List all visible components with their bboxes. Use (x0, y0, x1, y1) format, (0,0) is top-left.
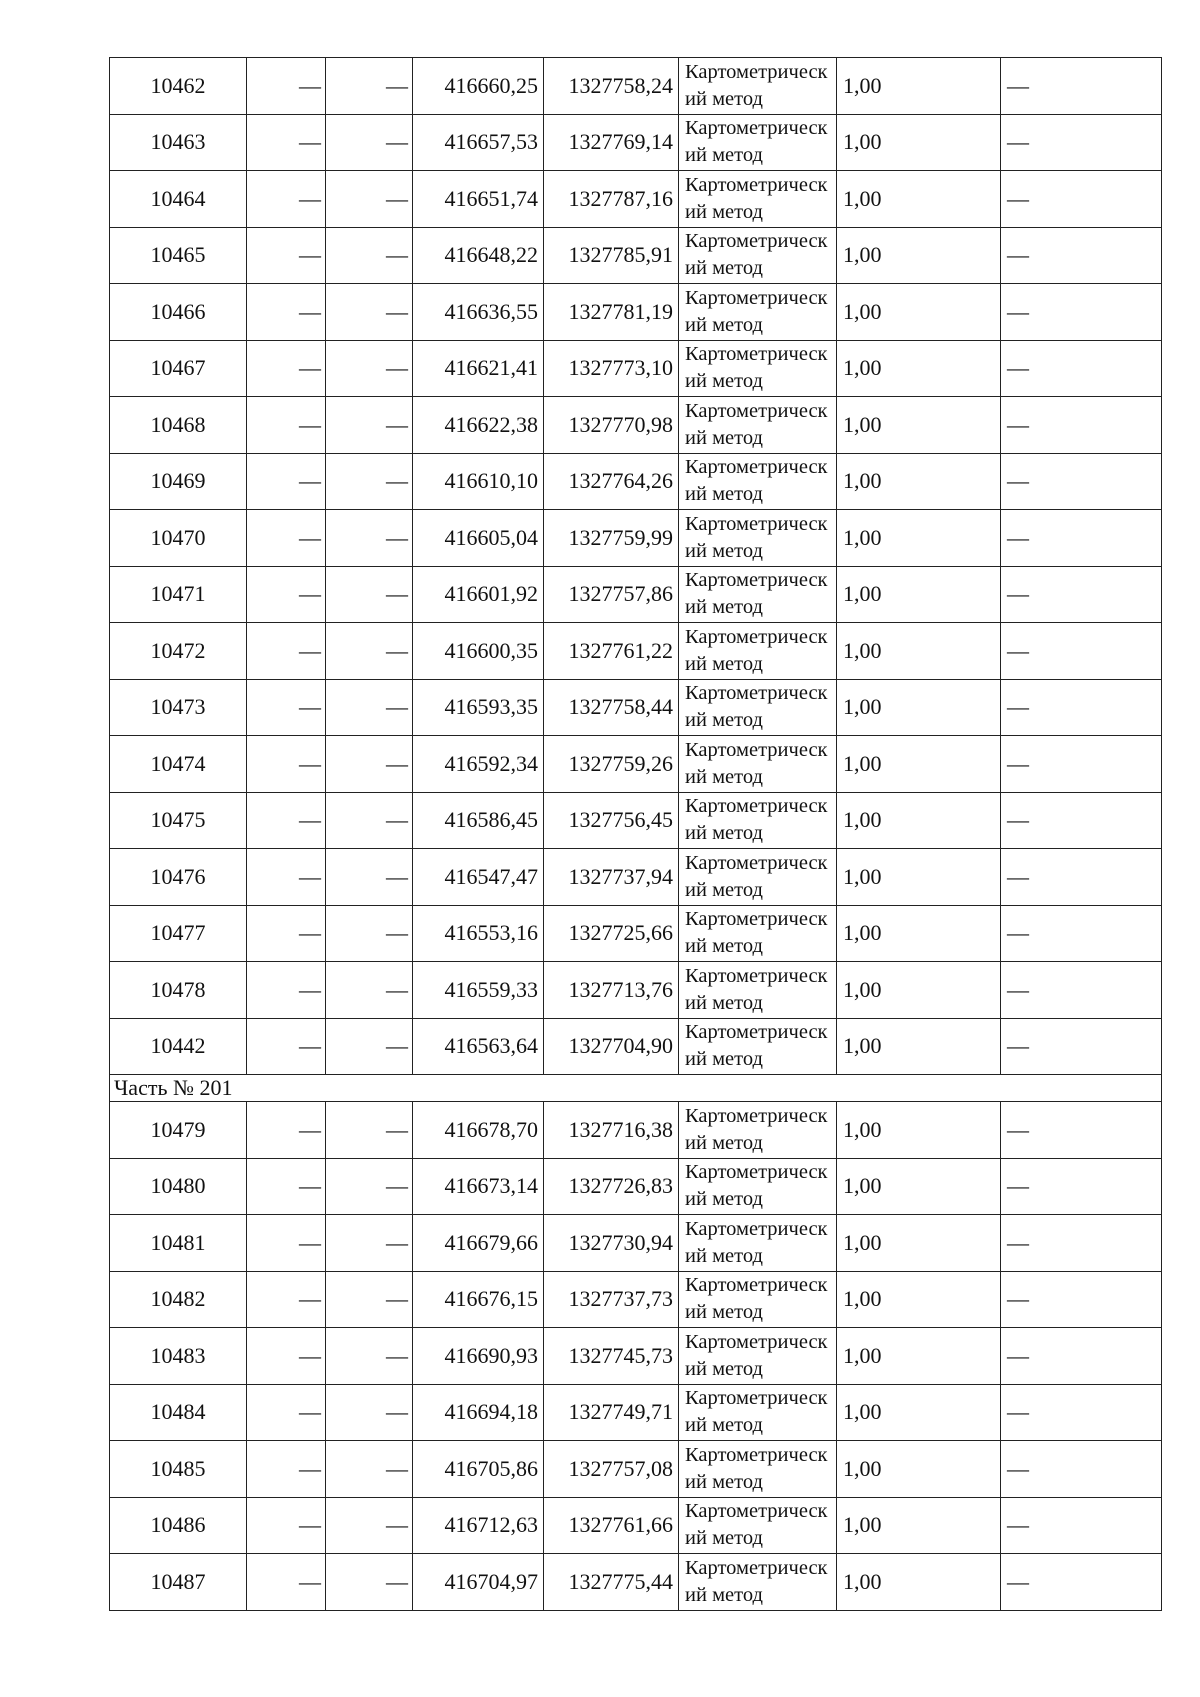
old-x-cell: — (247, 171, 326, 228)
old-y-cell: — (326, 397, 413, 454)
description-cell: — (1001, 736, 1162, 793)
y-coordinate-cell: 1327761,66 (544, 1497, 679, 1554)
y-coordinate-cell: 1327761,22 (544, 623, 679, 680)
point-number-cell: 10470 (110, 510, 247, 567)
description-cell: — (1001, 849, 1162, 906)
old-y-cell: — (326, 1497, 413, 1554)
table-row (110, 792, 1162, 849)
method-cell: Картометрический метод (679, 1384, 837, 1441)
old-y-cell: — (326, 679, 413, 736)
y-coordinate-cell: 1327759,99 (544, 510, 679, 567)
old-x-cell: — (247, 1271, 326, 1328)
x-coordinate-cell: 416679,66 (413, 1215, 544, 1272)
table-row (110, 510, 1162, 567)
accuracy-cell: 1,00 (837, 849, 1001, 906)
table-row (110, 962, 1162, 1019)
point-number-cell: 10475 (110, 792, 247, 849)
x-coordinate-cell: 416563,64 (413, 1018, 544, 1075)
accuracy-cell: 1,00 (837, 1497, 1001, 1554)
old-y-cell: — (326, 1158, 413, 1215)
old-x-cell: — (247, 623, 326, 680)
point-number-cell: 10471 (110, 566, 247, 623)
description-cell: — (1001, 510, 1162, 567)
old-y-cell: — (326, 171, 413, 228)
point-number-cell: 10478 (110, 962, 247, 1019)
old-y-cell: — (326, 792, 413, 849)
y-coordinate-cell: 1327787,16 (544, 171, 679, 228)
old-x-cell: — (247, 227, 326, 284)
x-coordinate-cell: 416657,53 (413, 114, 544, 171)
accuracy-cell: 1,00 (837, 1102, 1001, 1159)
x-coordinate-cell: 416605,04 (413, 510, 544, 567)
x-coordinate-cell: 416694,18 (413, 1384, 544, 1441)
description-cell: — (1001, 905, 1162, 962)
old-y-cell: — (326, 1018, 413, 1075)
x-coordinate-cell: 416712,63 (413, 1497, 544, 1554)
accuracy-cell: 1,00 (837, 792, 1001, 849)
accuracy-cell: 1,00 (837, 171, 1001, 228)
method-cell: Картометрический метод (679, 1554, 837, 1611)
x-coordinate-cell: 416593,35 (413, 679, 544, 736)
old-x-cell: — (247, 510, 326, 567)
description-cell: — (1001, 1271, 1162, 1328)
description-cell: — (1001, 227, 1162, 284)
table-row (110, 227, 1162, 284)
point-number-cell: 10483 (110, 1328, 247, 1385)
x-coordinate-cell: 416673,14 (413, 1158, 544, 1215)
old-y-cell: — (326, 227, 413, 284)
accuracy-cell: 1,00 (837, 905, 1001, 962)
accuracy-cell: 1,00 (837, 510, 1001, 567)
table-row (110, 566, 1162, 623)
accuracy-cell: 1,00 (837, 1328, 1001, 1385)
description-cell: — (1001, 1328, 1162, 1385)
point-number-cell: 10463 (110, 114, 247, 171)
table-row (110, 849, 1162, 906)
old-x-cell: — (247, 1441, 326, 1498)
old-x-cell: — (247, 397, 326, 454)
old-x-cell: — (247, 905, 326, 962)
old-x-cell: — (247, 962, 326, 1019)
section-header-row (110, 1075, 1162, 1102)
description-cell: — (1001, 397, 1162, 454)
x-coordinate-cell: 416622,38 (413, 397, 544, 454)
accuracy-cell: 1,00 (837, 397, 1001, 454)
old-y-cell: — (326, 284, 413, 341)
y-coordinate-cell: 1327757,86 (544, 566, 679, 623)
y-coordinate-cell: 1327749,71 (544, 1384, 679, 1441)
old-x-cell: — (247, 1554, 326, 1611)
old-y-cell: — (326, 1554, 413, 1611)
table-row (110, 58, 1162, 115)
point-number-cell: 10479 (110, 1102, 247, 1159)
x-coordinate-cell: 416660,25 (413, 58, 544, 115)
x-coordinate-cell: 416547,47 (413, 849, 544, 906)
x-coordinate-cell: 416690,93 (413, 1328, 544, 1385)
accuracy-cell: 1,00 (837, 114, 1001, 171)
x-coordinate-cell: 416648,22 (413, 227, 544, 284)
old-x-cell: — (247, 1102, 326, 1159)
x-coordinate-cell: 416610,10 (413, 453, 544, 510)
y-coordinate-cell: 1327769,14 (544, 114, 679, 171)
description-cell: — (1001, 284, 1162, 341)
accuracy-cell: 1,00 (837, 623, 1001, 680)
old-x-cell: — (247, 114, 326, 171)
old-y-cell: — (326, 1384, 413, 1441)
old-y-cell: — (326, 905, 413, 962)
method-cell: Картометрический метод (679, 679, 837, 736)
description-cell: — (1001, 1497, 1162, 1554)
old-x-cell: — (247, 340, 326, 397)
point-number-cell: 10468 (110, 397, 247, 454)
y-coordinate-cell: 1327716,38 (544, 1102, 679, 1159)
old-y-cell: — (326, 510, 413, 567)
accuracy-cell: 1,00 (837, 340, 1001, 397)
y-coordinate-cell: 1327737,73 (544, 1271, 679, 1328)
x-coordinate-cell: 416592,34 (413, 736, 544, 793)
method-cell: Картометрический метод (679, 453, 837, 510)
method-cell: Картометрический метод (679, 1158, 837, 1215)
y-coordinate-cell: 1327725,66 (544, 905, 679, 962)
accuracy-cell: 1,00 (837, 1271, 1001, 1328)
table-row (110, 905, 1162, 962)
method-cell: Картометрический метод (679, 397, 837, 454)
old-y-cell: — (326, 849, 413, 906)
point-number-cell: 10469 (110, 453, 247, 510)
old-x-cell: — (247, 1158, 326, 1215)
point-number-cell: 10442 (110, 1018, 247, 1075)
accuracy-cell: 1,00 (837, 1158, 1001, 1215)
method-cell: Картометрический метод (679, 962, 837, 1019)
description-cell: — (1001, 1018, 1162, 1075)
old-y-cell: — (326, 962, 413, 1019)
point-number-cell: 10467 (110, 340, 247, 397)
x-coordinate-cell: 416559,33 (413, 962, 544, 1019)
y-coordinate-cell: 1327773,10 (544, 340, 679, 397)
table-row (110, 1215, 1162, 1272)
y-coordinate-cell: 1327775,44 (544, 1554, 679, 1611)
method-cell: Картометрический метод (679, 792, 837, 849)
description-cell: — (1001, 1215, 1162, 1272)
description-cell: — (1001, 962, 1162, 1019)
y-coordinate-cell: 1327759,26 (544, 736, 679, 793)
y-coordinate-cell: 1327758,44 (544, 679, 679, 736)
description-cell: — (1001, 114, 1162, 171)
y-coordinate-cell: 1327764,26 (544, 453, 679, 510)
point-number-cell: 10472 (110, 623, 247, 680)
accuracy-cell: 1,00 (837, 58, 1001, 115)
x-coordinate-cell: 416705,86 (413, 1441, 544, 1498)
coordinates-table-body (110, 58, 1162, 1611)
description-cell: — (1001, 1158, 1162, 1215)
x-coordinate-cell: 416601,92 (413, 566, 544, 623)
method-cell: Картометрический метод (679, 905, 837, 962)
description-cell: — (1001, 453, 1162, 510)
method-cell: Картометрический метод (679, 736, 837, 793)
x-coordinate-cell: 416678,70 (413, 1102, 544, 1159)
old-y-cell: — (326, 114, 413, 171)
table-row (110, 171, 1162, 228)
point-number-cell: 10464 (110, 171, 247, 228)
table-row (110, 1328, 1162, 1385)
old-x-cell: — (247, 792, 326, 849)
method-cell: Картометрический метод (679, 1441, 837, 1498)
accuracy-cell: 1,00 (837, 1384, 1001, 1441)
method-cell: Картометрический метод (679, 171, 837, 228)
method-cell: Картометрический метод (679, 510, 837, 567)
description-cell: — (1001, 1384, 1162, 1441)
table-row (110, 1271, 1162, 1328)
old-x-cell: — (247, 849, 326, 906)
point-number-cell: 10477 (110, 905, 247, 962)
table-row (110, 623, 1162, 680)
point-number-cell: 10466 (110, 284, 247, 341)
table-row (110, 1158, 1162, 1215)
description-cell: — (1001, 171, 1162, 228)
x-coordinate-cell: 416636,55 (413, 284, 544, 341)
old-y-cell: — (326, 453, 413, 510)
old-x-cell: — (247, 1328, 326, 1385)
y-coordinate-cell: 1327758,24 (544, 58, 679, 115)
point-number-cell: 10476 (110, 849, 247, 906)
x-coordinate-cell: 416704,97 (413, 1554, 544, 1611)
x-coordinate-cell: 416621,41 (413, 340, 544, 397)
table-row (110, 736, 1162, 793)
table-row (110, 1102, 1162, 1159)
old-x-cell: — (247, 58, 326, 115)
point-number-cell: 10462 (110, 58, 247, 115)
description-cell: — (1001, 679, 1162, 736)
x-coordinate-cell: 416586,45 (413, 792, 544, 849)
section-label: Часть № 201 (110, 1075, 1162, 1102)
method-cell: Картометрический метод (679, 566, 837, 623)
accuracy-cell: 1,00 (837, 1215, 1001, 1272)
y-coordinate-cell: 1327756,45 (544, 792, 679, 849)
y-coordinate-cell: 1327781,19 (544, 284, 679, 341)
method-cell: Картометрический метод (679, 1018, 837, 1075)
description-cell: — (1001, 623, 1162, 680)
old-y-cell: — (326, 1328, 413, 1385)
accuracy-cell: 1,00 (837, 1441, 1001, 1498)
old-y-cell: — (326, 736, 413, 793)
point-number-cell: 10482 (110, 1271, 247, 1328)
y-coordinate-cell: 1327785,91 (544, 227, 679, 284)
method-cell: Картометрический метод (679, 849, 837, 906)
method-cell: Картометрический метод (679, 58, 837, 115)
description-cell: — (1001, 1102, 1162, 1159)
point-number-cell: 10487 (110, 1554, 247, 1611)
accuracy-cell: 1,00 (837, 1554, 1001, 1611)
old-x-cell: — (247, 453, 326, 510)
old-x-cell: — (247, 736, 326, 793)
description-cell: — (1001, 340, 1162, 397)
table-row (110, 284, 1162, 341)
method-cell: Картометрический метод (679, 227, 837, 284)
accuracy-cell: 1,00 (837, 1018, 1001, 1075)
accuracy-cell: 1,00 (837, 679, 1001, 736)
method-cell: Картометрический метод (679, 114, 837, 171)
y-coordinate-cell: 1327730,94 (544, 1215, 679, 1272)
point-number-cell: 10473 (110, 679, 247, 736)
x-coordinate-cell: 416600,35 (413, 623, 544, 680)
y-coordinate-cell: 1327757,08 (544, 1441, 679, 1498)
y-coordinate-cell: 1327704,90 (544, 1018, 679, 1075)
table-row (110, 1384, 1162, 1441)
old-x-cell: — (247, 679, 326, 736)
description-cell: — (1001, 1554, 1162, 1611)
method-cell: Картометрический метод (679, 1271, 837, 1328)
table-row (110, 679, 1162, 736)
accuracy-cell: 1,00 (837, 962, 1001, 1019)
y-coordinate-cell: 1327737,94 (544, 849, 679, 906)
table-row (110, 1554, 1162, 1611)
old-x-cell: — (247, 1384, 326, 1441)
method-cell: Картометрический метод (679, 1215, 837, 1272)
method-cell: Картометрический метод (679, 284, 837, 341)
table-row (110, 340, 1162, 397)
y-coordinate-cell: 1327745,73 (544, 1328, 679, 1385)
description-cell: — (1001, 566, 1162, 623)
accuracy-cell: 1,00 (837, 566, 1001, 623)
old-x-cell: — (247, 284, 326, 341)
x-coordinate-cell: 416676,15 (413, 1271, 544, 1328)
point-number-cell: 10480 (110, 1158, 247, 1215)
point-number-cell: 10465 (110, 227, 247, 284)
x-coordinate-cell: 416651,74 (413, 171, 544, 228)
accuracy-cell: 1,00 (837, 227, 1001, 284)
table-row (110, 114, 1162, 171)
method-cell: Картометрический метод (679, 1497, 837, 1554)
accuracy-cell: 1,00 (837, 736, 1001, 793)
old-y-cell: — (326, 1102, 413, 1159)
point-number-cell: 10486 (110, 1497, 247, 1554)
point-number-cell: 10474 (110, 736, 247, 793)
table-row (110, 1497, 1162, 1554)
y-coordinate-cell: 1327713,76 (544, 962, 679, 1019)
old-x-cell: — (247, 566, 326, 623)
old-y-cell: — (326, 566, 413, 623)
table-row (110, 453, 1162, 510)
method-cell: Картометрический метод (679, 1328, 837, 1385)
description-cell: — (1001, 1441, 1162, 1498)
y-coordinate-cell: 1327726,83 (544, 1158, 679, 1215)
coordinates-table (109, 57, 1162, 1611)
old-y-cell: — (326, 1215, 413, 1272)
point-number-cell: 10485 (110, 1441, 247, 1498)
old-y-cell: — (326, 340, 413, 397)
table-row (110, 1018, 1162, 1075)
y-coordinate-cell: 1327770,98 (544, 397, 679, 454)
description-cell: — (1001, 58, 1162, 115)
old-y-cell: — (326, 1441, 413, 1498)
old-y-cell: — (326, 623, 413, 680)
accuracy-cell: 1,00 (837, 284, 1001, 341)
method-cell: Картометрический метод (679, 1102, 837, 1159)
old-y-cell: — (326, 1271, 413, 1328)
old-y-cell: — (326, 58, 413, 115)
old-x-cell: — (247, 1018, 326, 1075)
table-row (110, 397, 1162, 454)
old-x-cell: — (247, 1497, 326, 1554)
old-x-cell: — (247, 1215, 326, 1272)
table-row (110, 1441, 1162, 1498)
x-coordinate-cell: 416553,16 (413, 905, 544, 962)
description-cell: — (1001, 792, 1162, 849)
method-cell: Картометрический метод (679, 340, 837, 397)
accuracy-cell: 1,00 (837, 453, 1001, 510)
point-number-cell: 10484 (110, 1384, 247, 1441)
point-number-cell: 10481 (110, 1215, 247, 1272)
method-cell: Картометрический метод (679, 623, 837, 680)
